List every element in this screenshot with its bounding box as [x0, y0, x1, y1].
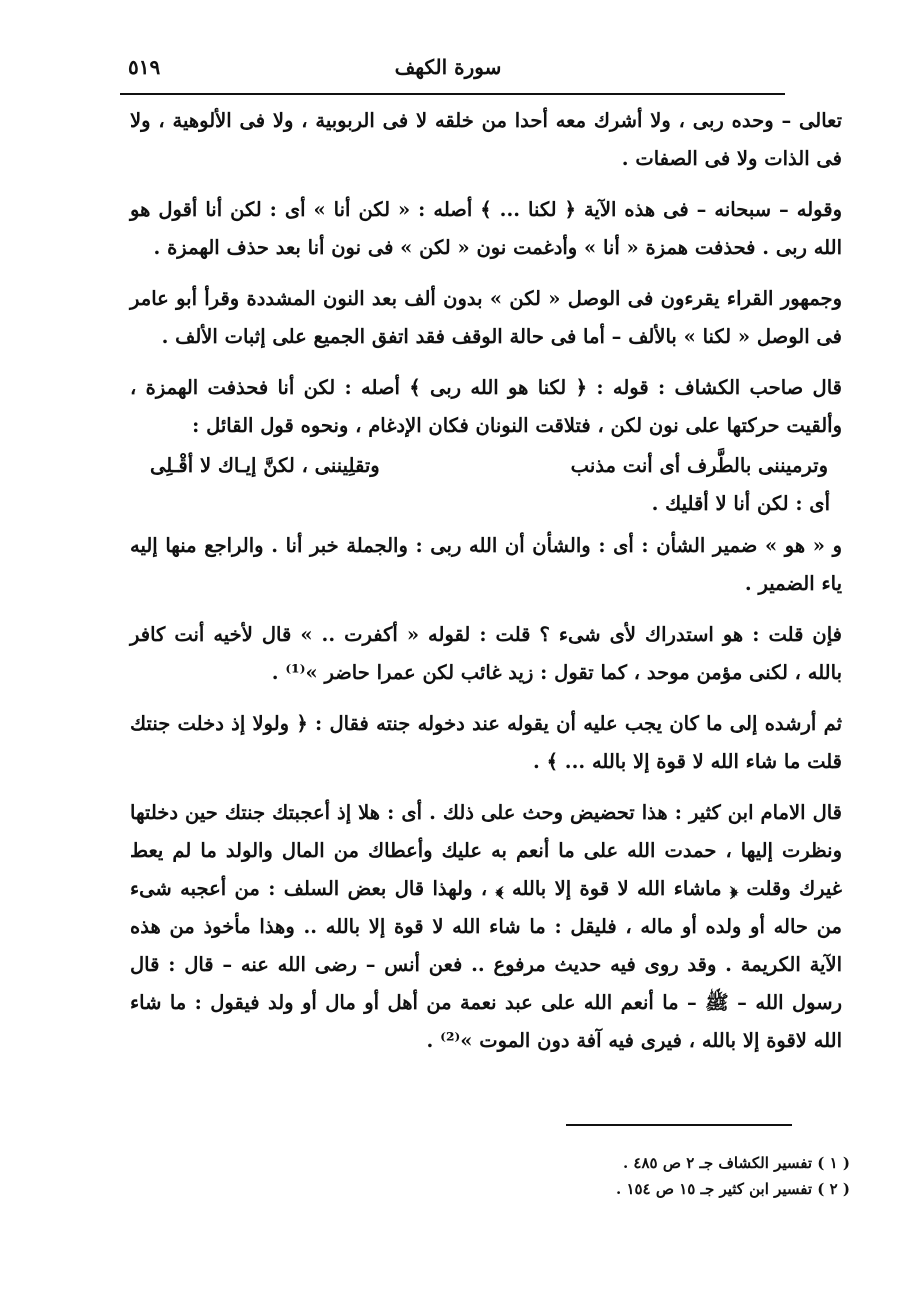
page-number: ٥١٩	[128, 55, 161, 79]
paragraph: تعالى – وحده ربى ، ولا أشرك معه أحدا من خلقه لا فى الربوبية ، ولا فى الألوهية ، ولا فى الذات ولا فى الصفات .	[130, 109, 842, 170]
page-header	[122, 46, 774, 88]
header-divider	[120, 93, 785, 95]
footnotes	[540, 1150, 850, 1202]
paragraph: ثم أرشده إلى ما كان يجب عليه أن يقوله عند دخوله جنته فقال : ﴿ ولولا إذ دخلت جنتك قلت ما شاء الله لا قوة إلا بالله ... ﴾ .	[130, 712, 842, 773]
verse-gloss: أى : لكن أنا لا أقليك .	[651, 492, 830, 515]
footnote-divider	[566, 1124, 792, 1126]
main-text	[130, 102, 842, 1073]
paragraph: قال الامام ابن كثير : هذا تحضيض وحث على ذلك . أى : هلا إذ أعجبتك جنتك حين دخلتها ونظرت إليها ، حمدت الله على ما أنعم به عليك وأعطاك من المال والولد ما لم يعط غيرك وقلت ﴿ ماشاء الله لا قوة إلا بالله ﴾ ، ولهذا قال بعض السلف : من أعجبه شىء من حاله أو ولده أو ماله ، فليقل : ما شاء الله لا قوة إلا بالله .. وهذا مأخوذ من هذه الآية الكريمة . وقد روى فيه حديث مرفوع .. فعن أنس – رضى الله عنه – قال : قال رسول الله – ﷺ – ما أنعم الله على عبد نعمة من أهل أو مال أو ولد فيقول : ما شاء الله لاقوة إلا بالله ، فيرى فيه آفة دون الموت »⁽²⁾ .	[130, 801, 842, 1052]
paragraph: وجمهور القراء يقرءون فى الوصل « لكن » بدون ألف بعد النون المشددة وقرأ أبو عامر فى الوصل « لكنا » بالألف – أما فى حالة الوقف فقد اتفق الجميع على إثبات الألف .	[130, 287, 842, 348]
surah-title: سورة الكهف	[394, 55, 502, 79]
paragraph: قال صاحب الكشاف : قوله : ﴿ لكنا هو الله ربى ﴾ أصله : لكن أنا فحذفت الهمزة ، وألقيت حركتها على نون لكن ، فتلاقت النونان فكان الإدغام ، ونحوه قول القائل :	[130, 376, 842, 437]
verse-first-hemistich: وترميننى بالطَّرف أى أنت مذنب	[570, 454, 828, 477]
footnote: ( ٢ ) تفسير ابن كثير جـ ١٥ ص ١٥٤ .	[615, 1180, 850, 1198]
paragraph: وقوله – سبحانه – فى هذه الآية ﴿ لكنا ... ﴾ أصله : « لكن أنا » أى : لكن أنا أقول هو الله ربى . فحذفت همزة « أنا » وأدغمت نون « لكن » فى نون أنا بعد حذف الهمزة .	[130, 198, 842, 259]
paragraph: فإن قلت : هو استدراك لأى شىء ؟ قلت : لقوله « أكفرت .. » قال لأخيه أنت كافر بالله ، لكنى مؤمن موحد ، كما تقول : زيد غائب لكن عمرا حاضر »⁽¹⁾ .	[130, 623, 842, 684]
poetry-verse	[130, 447, 842, 485]
footnote: ( ١ ) تفسير الكشاف جـ ٢ ص ٤٨٥ .	[622, 1154, 850, 1172]
verse-second-hemistich: وتقلِيننى ، لكنَّ إيـاك لا أقْـلِى	[150, 454, 380, 477]
paragraph: و « هو » ضمير الشأن : أى : والشأن أن الله ربى : والجملة خبر أنا . والراجع منها إليه ياء الضمير .	[130, 534, 842, 595]
